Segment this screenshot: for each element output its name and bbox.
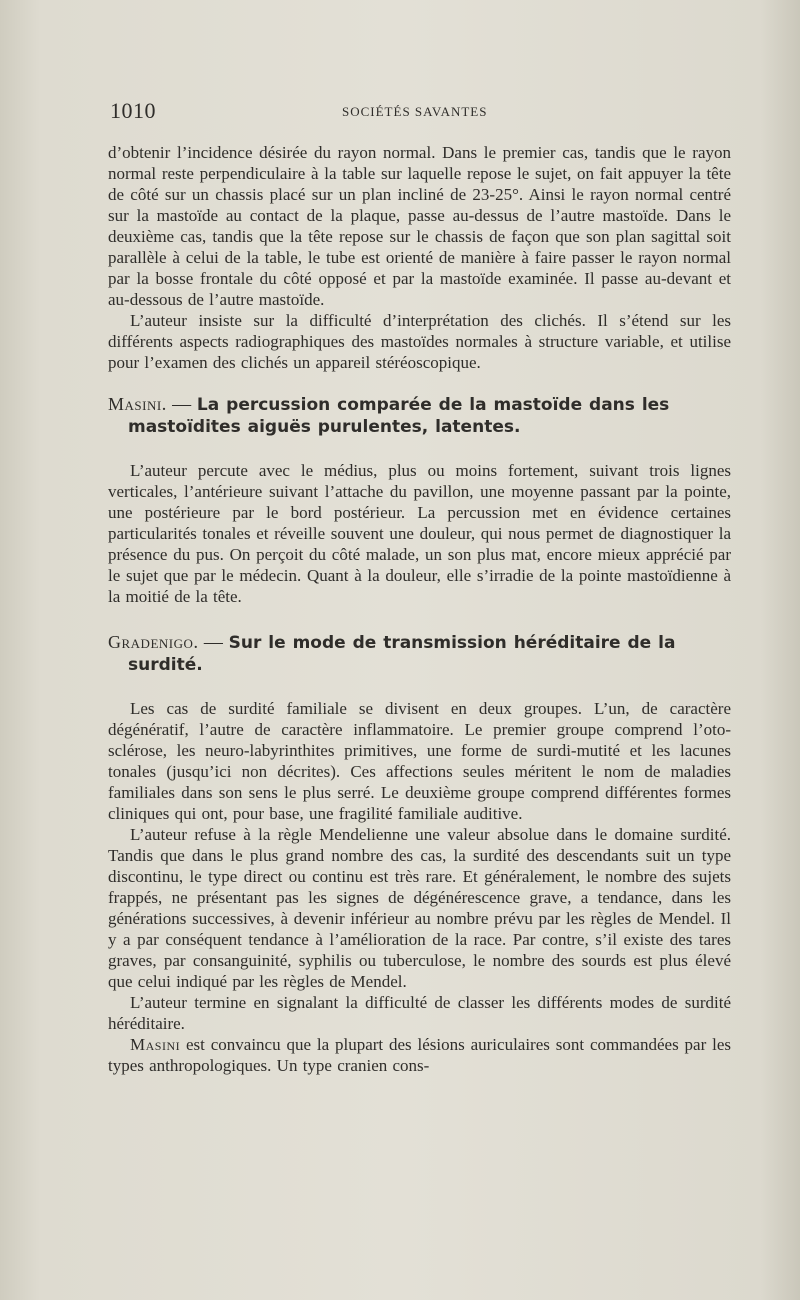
page-body — [108, 142, 731, 1076]
inline-author-masini: Masini — [130, 1035, 181, 1054]
section-author-gradenigo: Gradenigo — [108, 632, 194, 652]
section-heading-percussion: La percussion comparée de la mastoïde dans les mastoïdites aiguës purulentes, latentes. — [128, 395, 670, 437]
paragraph-continuation: d’obtenir l’incidence désirée du rayon normal. Dans le premier cas, tandis que le rayon normal reste perpendiculaire à la table sur laquelle repose le sujet, on fait appuyer la tête de côté sur un chassis placé sur un plan incliné de 23-25°. Ainsi le rayon normal centré sur la mastoïde au contact de la plaque, passe au-dessus de l’autre mastoïde. Dans le deuxième cas, tandis que la tête repose sur le chassis de façon que son plan sagittal soit parallèle à celui de la table, le tube est orienté de manière à faire passer le rayon normal par la bosse frontale du côté opposé et par la mastoïde examinée. Il passe au-devant et au-dessous de l’autre mastoïde. — [108, 143, 731, 309]
paragraph-interpretation: L’auteur insiste sur la difficulté d’interprétation des clichés. Il s’étend sur les différents aspects radiographiques des mastoïdes normales à structure variable, et utilise pour l’examen des clichés un appareil stéréoscopique. — [108, 311, 731, 372]
section-title-percussion — [108, 393, 731, 438]
section-dash: . — — [193, 632, 229, 653]
page-number: 1010 — [110, 98, 156, 123]
section-title-heredity — [108, 631, 731, 676]
section-dash: . — — [161, 394, 197, 415]
running-title: SOCIÉTÉS SAVANTES — [342, 104, 488, 119]
section-heading-heredity: Sur le mode de transmission héréditaire de la surdité. — [128, 633, 676, 675]
paragraph-mendel: L’auteur refuse à la règle Mendelienne une valeur absolue dans le domaine surdité. Tandis que dans le plus grand nombre des cas, la surdité des descendants suit un type discontinu, le type direct ou continu est très rare. Et généralement, le nombre des sujets frappés, ne présentant pas les signes de dégénérescence grave, a tendance, dans les générations successives, à devenir inférieur au nombre prévu par les règles de Mendel. Il y a par conséquent tendance à l’amélioration de la race. Par contre, s’il existe des tares graves, par consanguinité, syphilis ou tuberculose, le nombre des sourds est plus élevé que celui indiqué par les règles de Mendel. — [108, 825, 731, 991]
paragraph-percussion: L’auteur percute avec le médius, plus ou moins fortement, suivant trois lignes verticales, l’antérieure suivant l’attache du pavillon, une moyenne passant par la pointe, une postérieure par le bord postérieur. La percussion met en évidence certaines particularités tonales et réveille souvent une douleur, qui nous permet de diagnostiquer la présence du pus. On perçoit du côté malade, un son plus mat, encore mieux apprécié par le sujet que par le médecin. Quant à la douleur, elle s’irradie de la pointe mastoïdienne à la moitié de la tête. — [108, 461, 731, 606]
paragraph-masini-text: est convaincu que la plupart des lésions auriculaires sont commandées par les types anthropologiques. Un type cranien cons- — [108, 1035, 731, 1075]
paragraph-familial-deafness: Les cas de surdité familiale se divisent en deux groupes. L’un, de caractère dégénératif, l’autre de caractère inflammatoire. Le premier groupe comprend l’oto-sclérose, les neuro-labyrinthites primitives, une forme de surdi-mutité et les lacunes tonales (jusqu’ici non décrites). Ces affections seules méritent le nom de maladies familiales dans son sens le plus serré. Le deuxième groupe comprend différentes formes cliniques qui ont, pour base, une fragilité familiale auditive. — [108, 699, 731, 823]
section-author-masini: Masini — [108, 394, 162, 414]
paragraph-masini-anthropology — [108, 1034, 731, 1076]
page-header — [110, 98, 730, 128]
paragraph-conclusion: L’auteur termine en signalant la difficulté de classer les différents modes de surdité héréditaire. — [108, 993, 731, 1033]
